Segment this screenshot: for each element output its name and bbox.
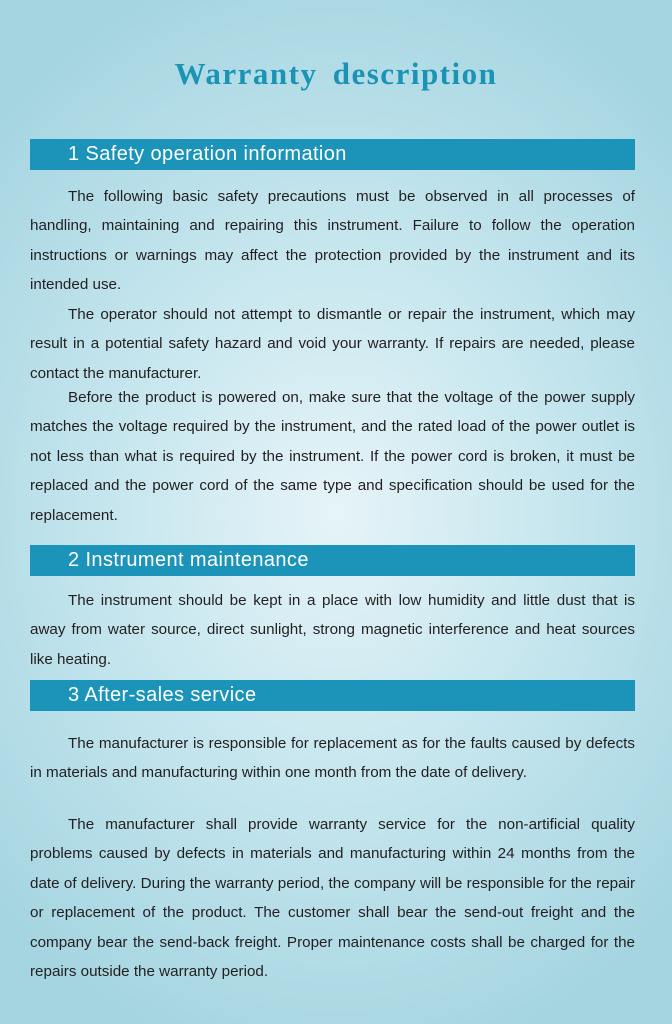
- paragraph-after-sales-replacement: The manufacturer is responsible for replacement as for the faults caused by defects in materials and manufacturing within one month from the date of delivery.: [30, 735, 635, 782]
- paragraph-safety-dismantle: The operator should not attempt to dismantle or repair the instrument, which may result in a potential safety hazard and void your warranty. If repairs are needed, please contact the manufacturer.: [30, 306, 635, 382]
- paragraph-safety-power: Before the product is powered on, make sure that the voltage of the power supply matches the voltage required by the instrument, and the rated load of the power outlet is not less than what is required by the instrument. If the power cord is broken, it must be replaced and the power cord of the same type and specification should be used for the replacement.: [30, 389, 635, 524]
- page-title: Warranty description: [174, 56, 498, 91]
- paragraph-safety-precautions: The following basic safety precautions must be observed in all processes of handling, maintaining and repairing this instrument. Failure to follow the operation instructions or warnings may affect the protection provided by the instrument and its intended use.: [30, 188, 635, 294]
- section-heading-safety: 1 Safety operation information: [30, 139, 635, 170]
- paragraph-after-sales-warranty: The manufacturer shall provide warranty service for the non-artificial quality problems caused by defects in materials and manufacturing within 24 months from the date of delivery. During the warranty period, the company will be responsible for the repair or replacement of the product. The customer shall bear the send-out freight and the company bear the send-back freight. Proper maintenance costs shall be charged for the repairs outside the warranty period.: [30, 816, 635, 981]
- section-heading-after-sales: 3 After-sales service: [30, 680, 635, 711]
- paragraph-maintenance: The instrument should be kept in a place with low humidity and little dust that is away from water source, direct sunlight, strong magnetic interference and heat sources like heating.: [30, 592, 635, 668]
- section-heading-maintenance: 2 Instrument maintenance: [30, 545, 635, 576]
